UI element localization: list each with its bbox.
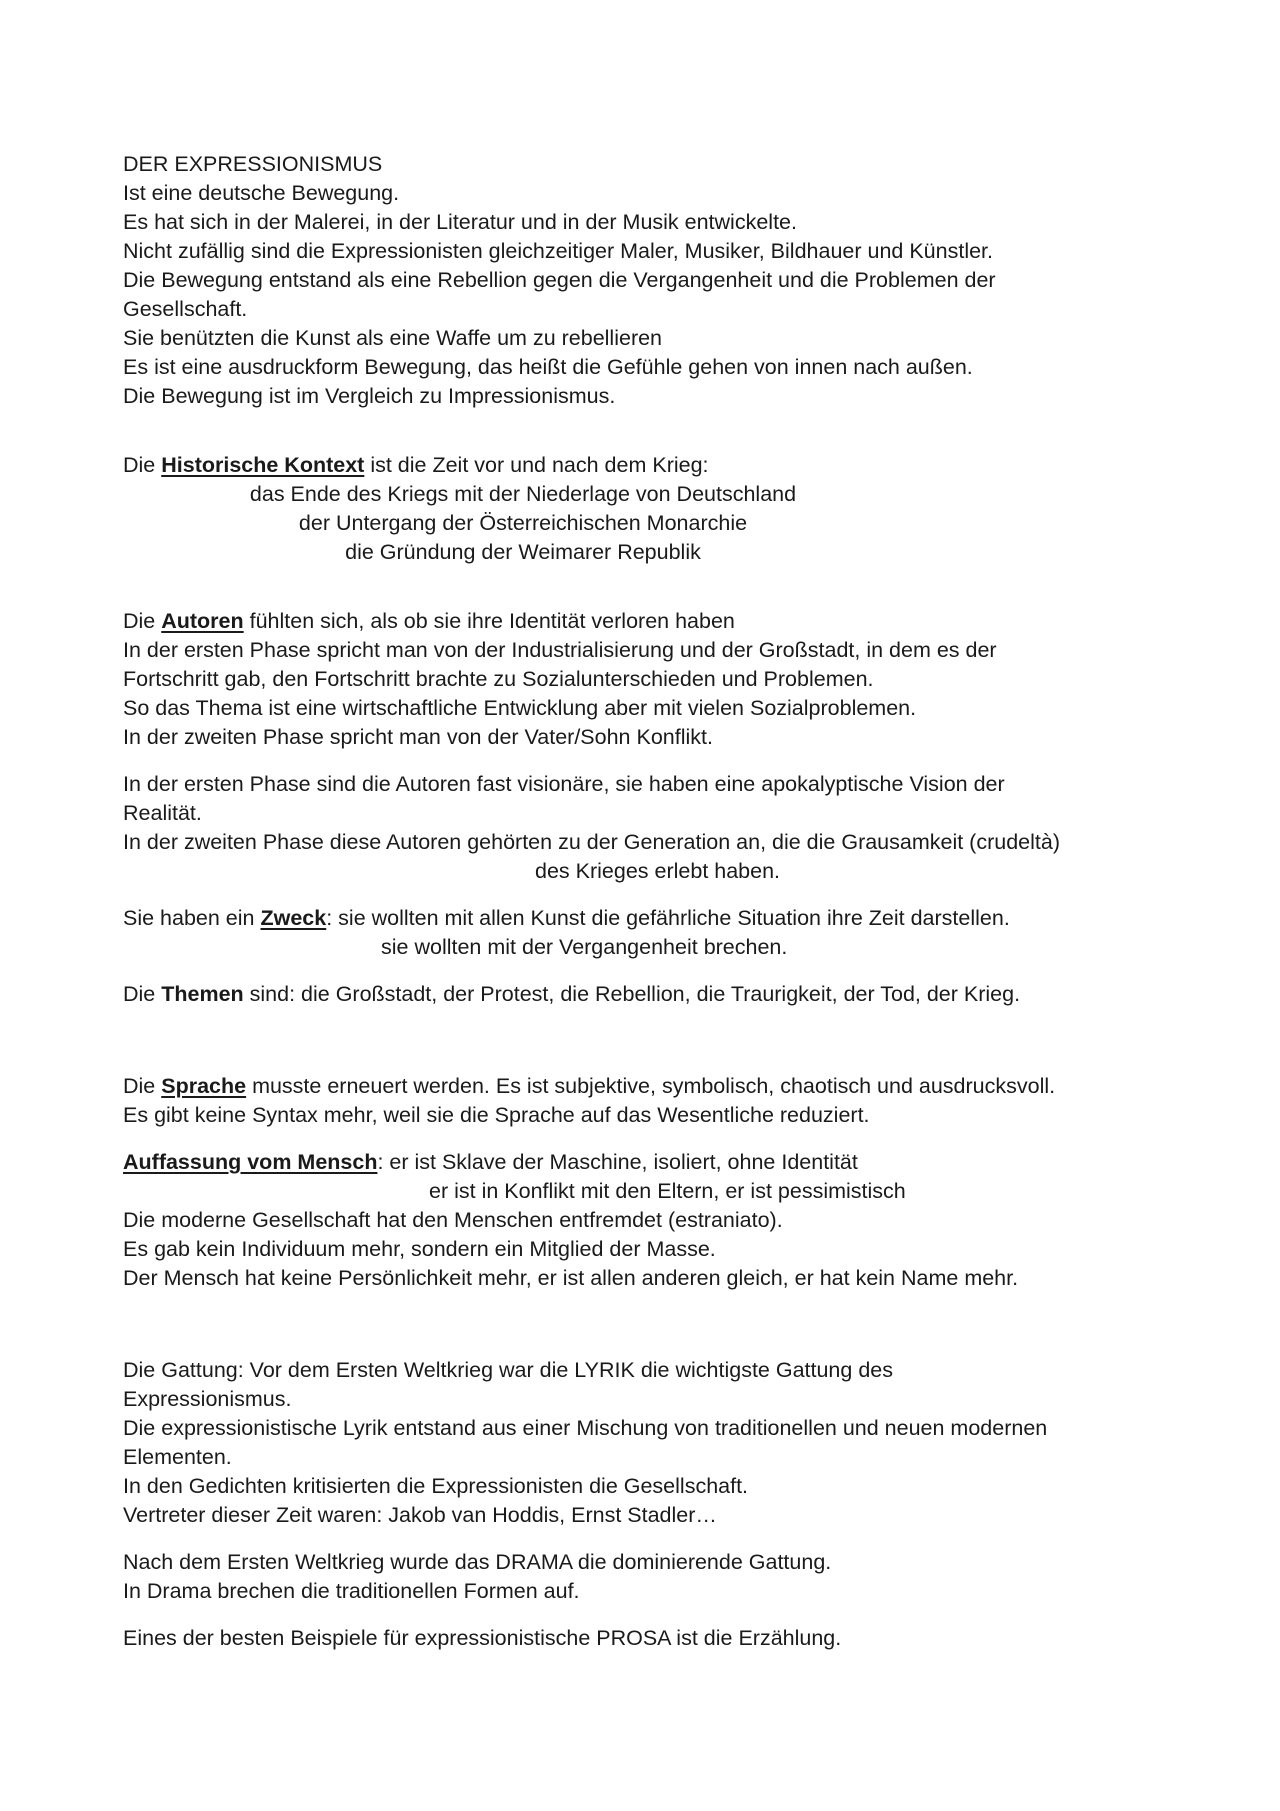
drama-line: Nach dem Ersten Weltkrieg wurde das DRAMA die dominierende Gattung. — [123, 1550, 832, 1574]
zweck-keyword: Zweck — [260, 906, 327, 930]
autoren-line: In der zweiten Phase diese Autoren gehörten zu der Generation an, die die Grausamkeit (crudeltà) — [123, 830, 1060, 854]
zweck-second-line: sie wollten mit der Vergangenheit brechen. — [381, 935, 788, 959]
historisch-heading-line: Die Historische Kontext ist die Zeit vor und nach dem Krieg: — [123, 453, 709, 477]
zweck-line: Sie haben ein Zweck: sie wollten mit allen Kunst die gefährliche Situation ihre Zeit darstellen. — [123, 906, 1010, 930]
intro-line: Gesellschaft. — [123, 297, 248, 321]
historisch-item: das Ende des Kriegs mit der Niederlage von Deutschland — [249, 482, 797, 506]
autoren-keyword: Autoren — [161, 609, 244, 633]
intro-line: Ist eine deutsche Bewegung. — [123, 181, 400, 205]
gattung-line: Elementen. — [123, 1445, 232, 1469]
gattung-line: In den Gedichten kritisierten die Expressionisten die Gesellschaft. — [123, 1474, 749, 1498]
sprache-line: Die Sprache musste erneuert werden. Es ist subjektive, symbolisch, chaotisch und ausdrucksvoll. — [123, 1074, 1056, 1098]
autoren-line: In der ersten Phase spricht man von der Industrialisierung und der Großstadt, in dem es der — [123, 638, 997, 662]
mensch-line: Auffassung vom Mensch: er ist Sklave der Maschine, isoliert, ohne Identität — [123, 1150, 858, 1174]
gattung-line: Die expressionistische Lyrik entstand aus einer Mischung von traditionellen und neuen modernen — [123, 1416, 1048, 1440]
autoren-line: Fortschritt gab, den Fortschritt brachte zu Sozialunterschieden und Problemen. — [123, 667, 874, 691]
autoren-heading-line: Die Autoren fühlten sich, als ob sie ihre Identität verloren haben — [123, 609, 735, 633]
mensch-keyword: Auffassung vom Mensch — [123, 1150, 378, 1174]
autoren-line: In der ersten Phase sind die Autoren fast visionäre, sie haben eine apokalyptische Vision der — [123, 772, 1005, 796]
historisch-item: der Untergang der Österreichischen Monarchie — [298, 511, 748, 535]
mensch-second-line: er ist in Konflikt mit den Eltern, er ist pessimistisch — [429, 1179, 906, 1203]
sprache-keyword: Sprache — [161, 1074, 247, 1098]
intro-line: Die Bewegung ist im Vergleich zu Impressionismus. — [123, 384, 616, 408]
autoren-line: So das Thema ist eine wirtschaftliche Entwicklung aber mit vielen Sozialproblemen. — [123, 696, 917, 720]
sprache-line-2: Es gibt keine Syntax mehr, weil sie die Sprache auf das Wesentliche reduziert. — [123, 1103, 870, 1127]
autoren-centered-line: des Krieges erlebt haben. — [535, 859, 781, 883]
autoren-line: In der zweiten Phase spricht man von der Vater/Sohn Konflikt. — [123, 725, 713, 749]
themen-line: Die Themen sind: die Großstadt, der Protest, die Rebellion, die Traurigkeit, der Tod, der Krieg. — [123, 982, 1021, 1006]
mensch-line: Der Mensch hat keine Persönlichkeit mehr, er ist allen anderen gleich, er hat kein Name mehr. — [123, 1266, 1019, 1290]
drama-line: In Drama brechen die traditionellen Formen auf. — [123, 1579, 580, 1603]
mensch-line: Die moderne Gesellschaft hat den Menschen entfremdet (estraniato). — [123, 1208, 783, 1232]
gattung-line: Expressionismus. — [123, 1387, 292, 1411]
gattung-line: Vertreter dieser Zeit waren: Jakob van Hoddis, Ernst Stadler… — [123, 1503, 717, 1527]
intro-line: Die Bewegung entstand als eine Rebellion gegen die Vergangenheit und die Problemen der — [123, 268, 996, 292]
autoren-line: Realität. — [123, 801, 202, 825]
themen-keyword: Themen — [161, 982, 244, 1006]
intro-line: Es ist eine ausdruckform Bewegung, das heißt die Gefühle gehen von innen nach außen. — [123, 355, 973, 379]
intro-line: Sie benützten die Kunst als eine Waffe um zu rebellieren — [123, 326, 663, 350]
historisch-keyword: Historische Kontext — [161, 453, 365, 477]
historisch-item: die Gründung der Weimarer Republik — [345, 540, 701, 564]
prosa-line: Eines der besten Beispiele für expressionistische PROSA ist die Erzählung. — [123, 1626, 842, 1650]
gattung-line: Die Gattung: Vor dem Ersten Weltkrieg war die LYRIK die wichtigste Gattung des — [123, 1358, 893, 1382]
intro-line: Es hat sich in der Malerei, in der Literatur und in der Musik entwickelte. — [123, 210, 797, 234]
document-page — [123, 150, 1183, 1653]
mensch-line: Es gab kein Individuum mehr, sondern ein Mitglied der Masse. — [123, 1237, 716, 1261]
intro-line: Nicht zufällig sind die Expressionisten gleichzeitiger Maler, Musiker, Bildhauer und Künstler. — [123, 239, 993, 263]
document-title: DER EXPRESSIONISMUS — [123, 152, 383, 176]
